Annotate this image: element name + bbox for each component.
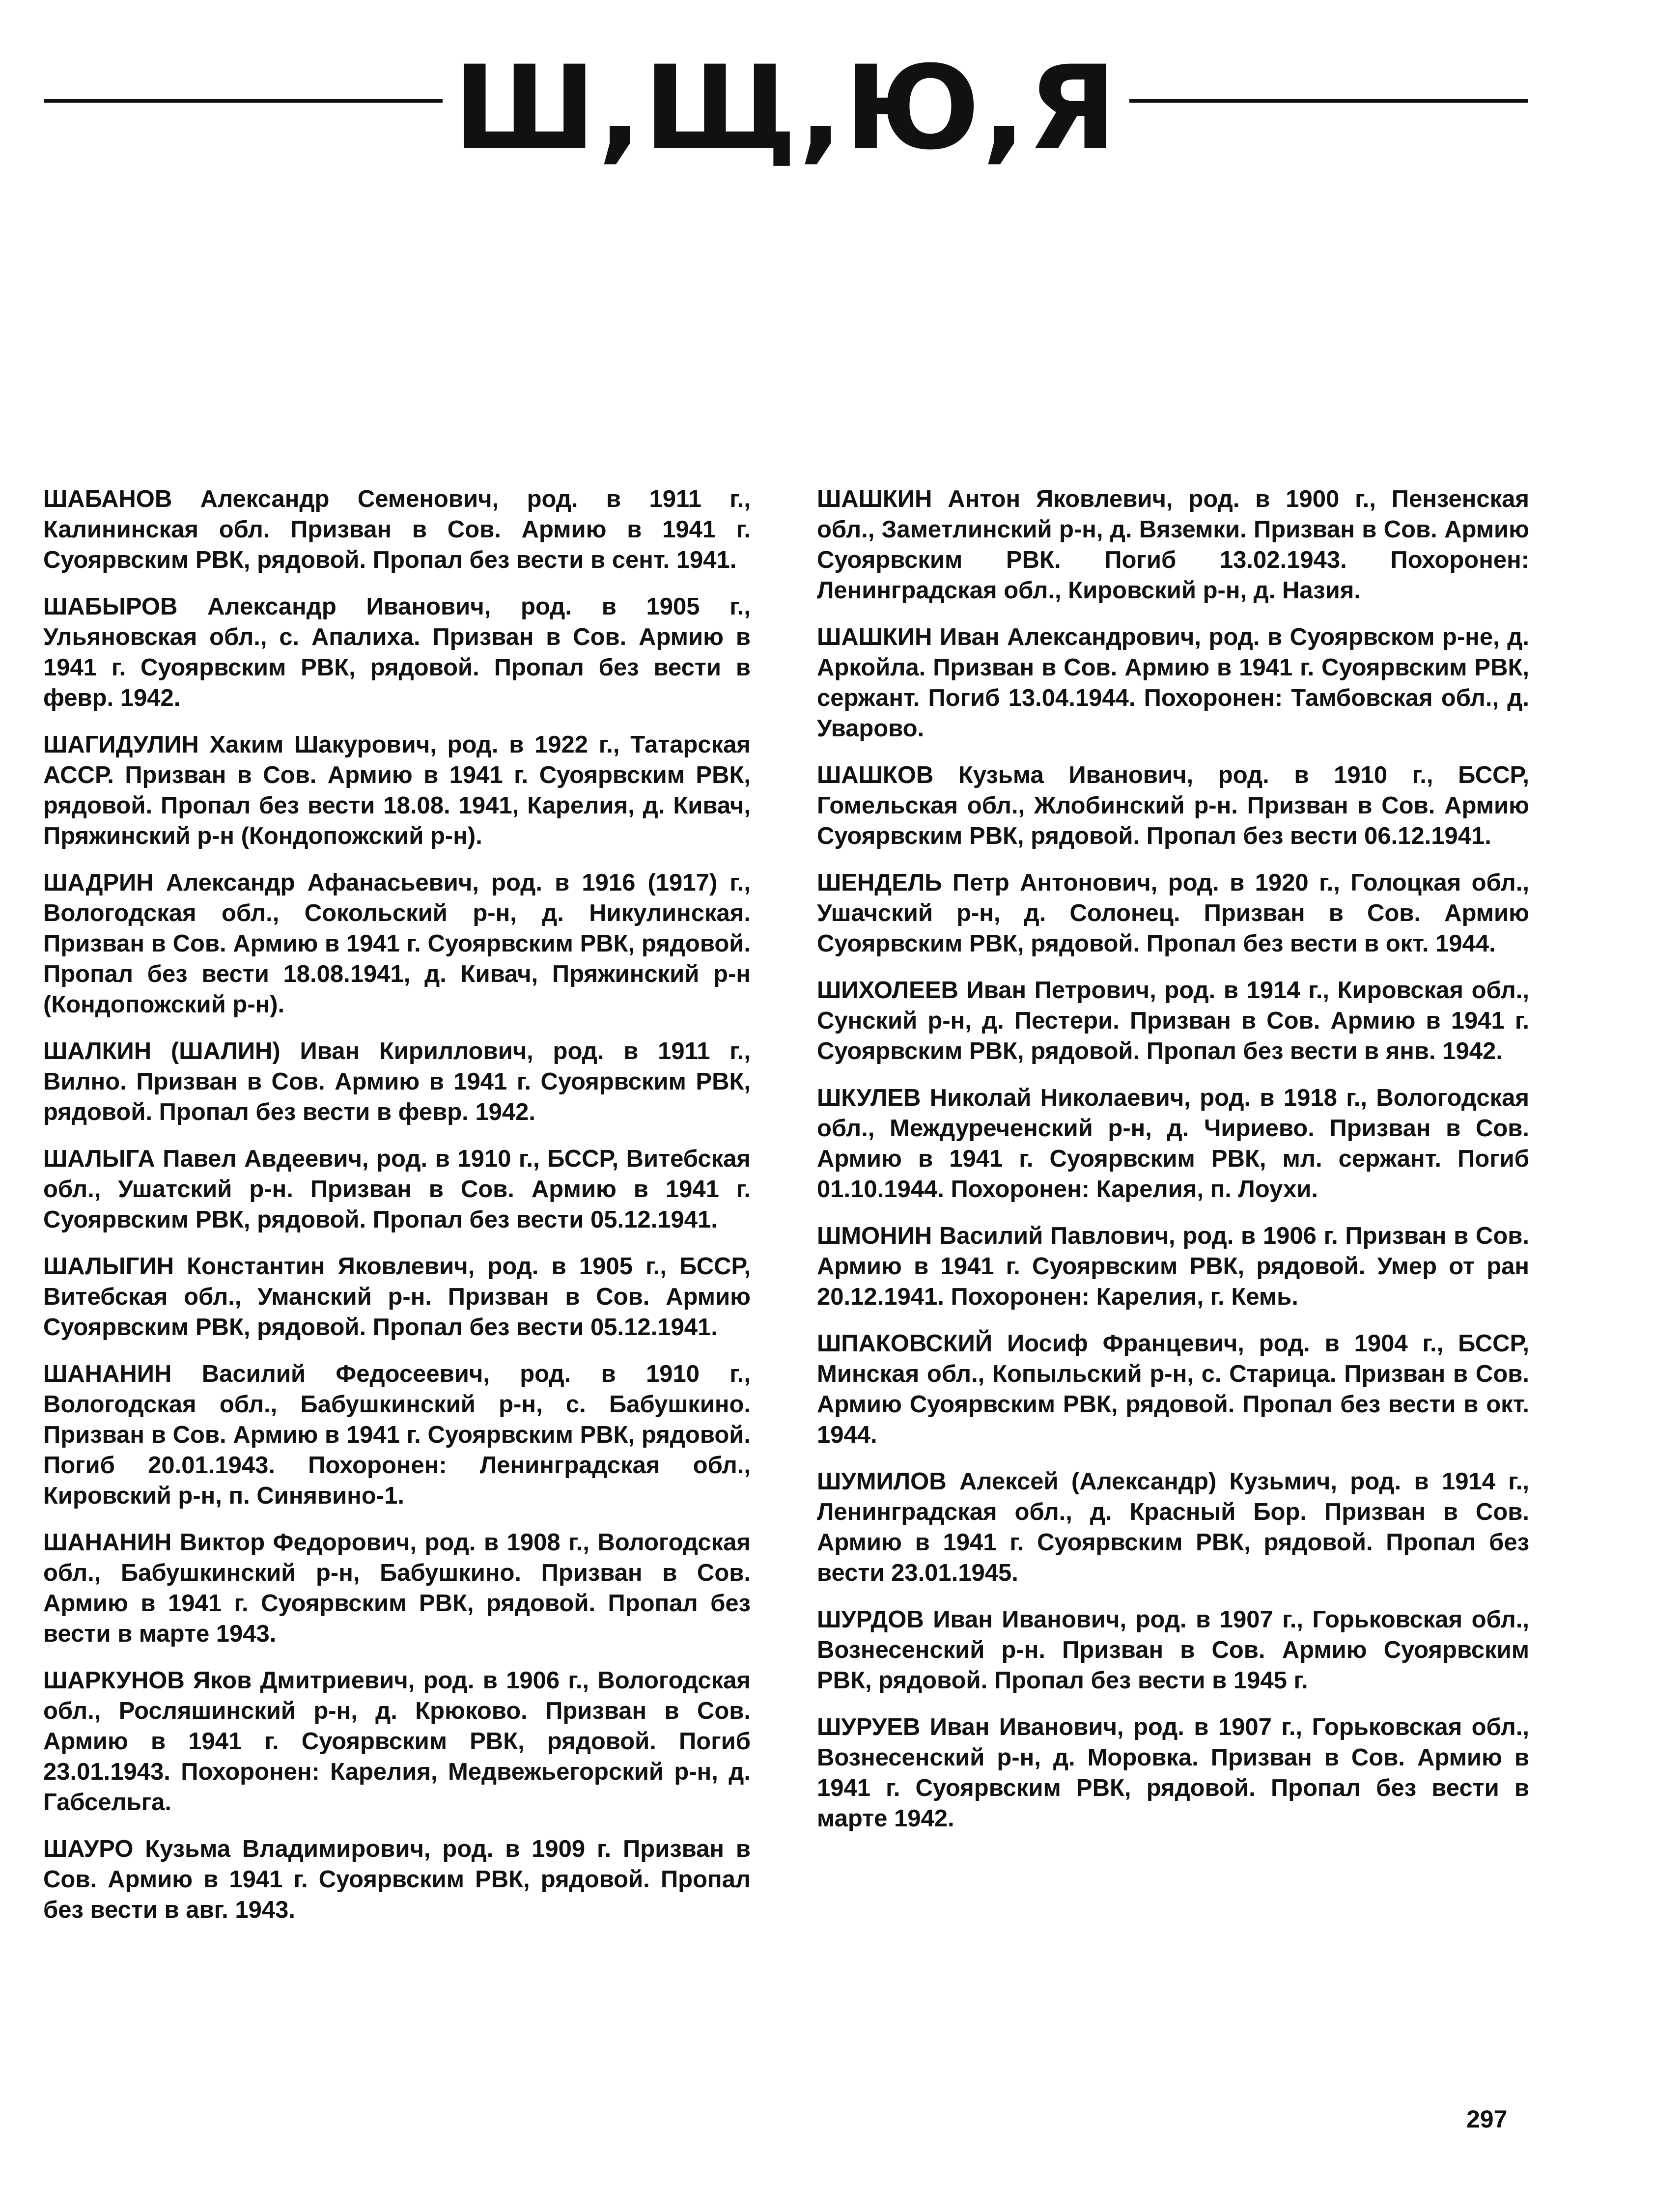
entry-text: род. в 1910 г., Вологодская обл., Бабушкинский р-н, с. Бабушкино. Призван в Сов. Армию в 1941 г. Суоярвским РВК, рядовой. Погиб 20.01.1943. Похоронен: Ленинградская обл., Кировский р-н, п. Синявино-1.: [43, 1361, 751, 1509]
entry-text: род. в 1916 (1917) г., Вологодская обл., Сокольский р-н, д. Никулинская. Призван в Сов. Армию в 1941 г. Суоярвским РВК, рядовой. Пропал без вести 18.08.1941, д. Кивач, Пряжинский р-н (Кондопожский р-н).: [43, 869, 751, 1018]
entry-text: род. в 1914 г., Кировская обл., Сунский р-н, д. Пестери. Призван в Сов. Армию в 1941 г. Суоярвским РВК, рядовой. Пропал без вести в янв. 1942.: [817, 977, 1529, 1064]
entry-text: род. в 1920 г., Голоцкая обл., Ушачский р-н, д. Солонец. Призван в Сов. Армию Суоярвским РВК, рядовой. Пропал без вести в окт. 1944.: [817, 869, 1530, 957]
entry-text: род. в 1911 г., Калининская обл. Призван в Сов. Армию в 1941 г. Суоярвским РВК, рядовой. Пропал без вести в сент. 1941.: [43, 486, 751, 573]
entry-name: ШАДРИН Александр Афанасьевич,: [43, 869, 479, 896]
entry-text: род. в 1900 г., Пензенская обл., Заметлинский р-н, д. Вяземки. Призван в Сов. Армию Суоярвским РВК. Погиб 13.02.1943. Похоронен: Ленинградская обл., Кировский р-н, д. Назия.: [817, 486, 1529, 604]
entry-text: род. в Суоярвском р-не, д. Аркойла. Призван в Сов. Армию в 1941 г. Суоярвским РВК, сержант. Погиб 13.04.1944. Похоронен: Тамбовская обл., д. Уварово.: [817, 624, 1529, 742]
entry-name: ШПАКОВСКИЙ Иосиф Францевич,: [817, 1330, 1244, 1357]
entry: [43, 1036, 751, 1127]
entry-name: ШАШКОВ Кузьма Иванович,: [817, 762, 1194, 788]
entry-name: ШАЛЫГА Павел Авдеевич,: [43, 1146, 369, 1172]
entry-text: род. в 1910 г., БССР, Гомельская обл., Жлобинский р-н. Призван в Сов. Армию Суоярвским РВК, рядовой. Пропал без вести 06.12.1941.: [817, 762, 1530, 849]
entry-name: ШМОНИН Василий Павлович,: [817, 1223, 1176, 1249]
entry: [43, 1251, 751, 1343]
page-number: 297: [1466, 2105, 1508, 2133]
entry: [43, 1527, 751, 1649]
entry-name: ШКУЛЕВ Николай Николаевич,: [817, 1085, 1191, 1111]
section-header: [44, 41, 1528, 175]
entry-name: ШАЛКИН (ШАЛИН) Иван Кириллович,: [43, 1038, 533, 1064]
entry-name: ШАБЫРОВ Александр Иванович,: [43, 593, 491, 620]
entry-text: род. в 1922 г., Татарская АССР. Призван в Сов. Армию в 1941 г. Суоярвским РВК, рядовой. Пропал без вести 18.08. 1941, Карелия, д. Кивач, Пряжинский р-н (Кондопожский р-н).: [43, 731, 751, 849]
entry: [43, 1665, 751, 1818]
entry: [817, 1083, 1529, 1204]
entry-name: ШАШКИН Иван Александрович,: [817, 624, 1201, 650]
entry-text: род. в 1904 г., БССР, Минская обл., Копыльский р-н, с. Старица. Призван в Сов. Армию Суоярвским РВК, рядовой. Пропал без вести в окт. 1944.: [817, 1330, 1529, 1448]
entry-name: ШАНАНИН Виктор Федорович,: [43, 1529, 417, 1556]
entry: [817, 1466, 1529, 1588]
entry-text: род. в 1906 г., Вологодская обл., Росляшинский р-н, д. Крюково. Призван в Сов. Армию в 1941 г. Суоярвским РВК, рядовой. Погиб 23.01.1943. Похоронен: Карелия, Медвежьегорский р-н, д. Габсельга.: [43, 1667, 751, 1816]
entry: [817, 1328, 1529, 1450]
entry: [43, 1144, 751, 1235]
entry: [817, 484, 1529, 606]
entry-name: ШАБАНОВ Александр Семенович,: [43, 486, 499, 512]
entry: [43, 484, 751, 575]
entry: [817, 868, 1529, 959]
entry-text: род. в 1914 г., Ленинградская обл., д. Красный Бор. Призван в Сов. Армию в 1941 г. Суоярвским РВК, рядовой. Пропал без вести 23.01.1945.: [817, 1468, 1530, 1586]
entry-text: род. в 1907 г., Горьковская обл., Вознесенский р-н, д. Моровка. Призван в Сов. Армию в 1941 г. Суоярвским РВК, рядовой. Пропал без вести в марте 1942.: [817, 1714, 1529, 1832]
entry: [817, 1712, 1529, 1834]
entry: [43, 729, 751, 851]
entry: [817, 760, 1529, 851]
entry-name: ШАШКИН Антон Яковлевич,: [817, 486, 1173, 512]
entry: [817, 975, 1529, 1066]
entry-name: ШАГИДУЛИН Хаким Шакурович,: [43, 731, 437, 758]
entry: [817, 1604, 1529, 1696]
entry-name: ШАНАНИН Василий Федосеевич,: [43, 1361, 490, 1387]
entry-name: ШАЛЫГИН Константин Яковлевич,: [43, 1253, 475, 1280]
entry-text: род. в 1905 г., Ульяновская обл., с. Апалиха. Призван в Сов. Армию в 1941 г. Суоярвским РВК, рядовой. Пропал без вести в февр. 1942.: [43, 593, 751, 711]
entry-name: ШУРУЕВ Иван Иванович,: [817, 1714, 1124, 1740]
entry-text: род. в 1906 г. Призван в Сов. Армию в 1941 г. Суоярвским РВК, рядовой. Умер от ран 20.12.1941. Похоронен: Карелия, г. Кемь.: [817, 1223, 1529, 1310]
entry: [817, 622, 1529, 744]
right-column: [817, 484, 1529, 1850]
entry-text: род. в 1918 г., Вологодская обл., Междуреченский р-н, д. Чириево. Призван в Сов. Армию в 1941 г. Суоярвским РВК, мл. сержант. Погиб 01.10.1944. Похоронен: Карелия, п. Лоухи.: [817, 1085, 1529, 1203]
entry: [43, 1359, 751, 1511]
entry-text: род. в 1908 г., Вологодская обл., Бабушкинский р-н, Бабушкино. Призван в Сов. Армию в 1941 г. Суоярвским РВК, рядовой. Пропал без вести в марте 1943.: [43, 1529, 751, 1647]
entry-name: ШАУРО Кузьма Владимирович,: [43, 1836, 431, 1862]
entry-text: род. в 1907 г., Горьковская обл., Вознесенский р-н. Призван в Сов. Армию Суоярвским РВК, рядовой. Пропал без вести в 1945 г.: [817, 1606, 1529, 1694]
section-title: Ш,Щ,Ю,Я: [453, 41, 1119, 175]
entry-text: род. в 1910 г., БССР, Витебская обл., Ушатский р-н. Призван в Сов. Армию в 1941 г. Суоярвским РВК, рядовой. Пропал без вести 05.12.1941.: [43, 1146, 751, 1233]
entry: [817, 1221, 1529, 1312]
entry-text: род. в 1911 г., Вилно. Призван в Сов. Армию в 1941 г. Суоярвским РВК, рядовой. Пропал без вести в февр. 1942.: [43, 1038, 751, 1125]
entry-name: ШИХОЛЕЕВ Иван Петрович,: [817, 977, 1156, 1004]
header-rule-left: [44, 99, 443, 103]
entry-text: род. в 1905 г., БССР, Витебская обл., Уманский р-н. Призван в Сов. Армию Суоярвским РВК, рядовой. Пропал без вести 05.12.1941.: [43, 1253, 751, 1341]
left-column: [43, 484, 751, 1941]
entry-text: род. в 1909 г. Призван в Сов. Армию в 1941 г. Суоярвским РВК, рядовой. Пропал без вести в авг. 1943.: [43, 1836, 751, 1923]
entry: [43, 868, 751, 1020]
entry-name: ШАРКУНОВ Яков Дмитриевич,: [43, 1667, 415, 1694]
entry-name: ШЕНДЕЛЬ Петр Антонович,: [817, 869, 1158, 896]
entry-name: ШУРДОВ Иван Иванович,: [817, 1606, 1127, 1633]
header-rule-right: [1129, 99, 1528, 103]
entry: [43, 1834, 751, 1925]
entry-name: ШУМИЛОВ Алексей (Александр) Кузьмич,: [817, 1468, 1337, 1495]
entry: [43, 591, 751, 713]
